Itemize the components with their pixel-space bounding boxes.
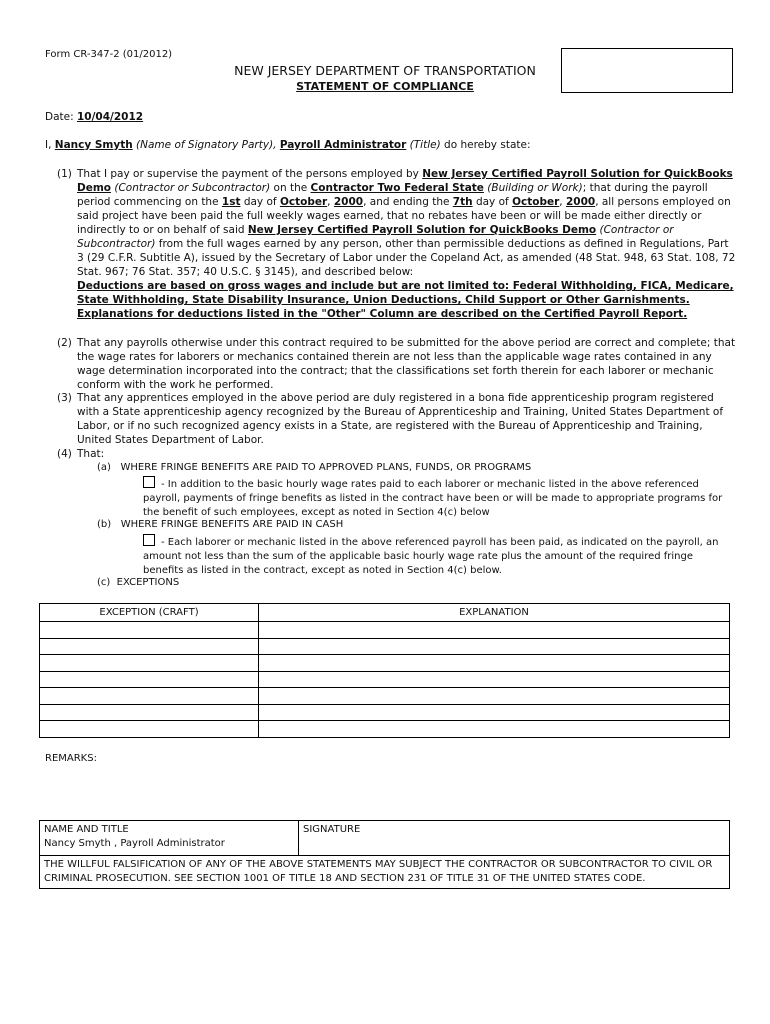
section-4c-label: (c) xyxy=(97,577,111,588)
section-1-part: on the xyxy=(273,182,308,194)
section-1-part: from the full wages earned by any person, other than permissible deductions as defined in Regulations, Part 3 (29 C.F.R. Subtitle A), issued by the Secretary of Labor under the Copeland Act, as amended (48 Stat. 948, 63 Stat. 108, 72 Stat. 967; 76 Stat. 357; 40 U.S.C. § 3145), and described below: xyxy=(77,238,736,278)
warning-row xyxy=(40,856,730,889)
section-1-number: (1) xyxy=(57,168,72,180)
end-day: 7th xyxy=(452,196,473,208)
section-1-part: day of xyxy=(243,196,277,208)
section-4b-label: (b) xyxy=(97,519,112,530)
section-4c-title: EXCEPTIONS xyxy=(116,577,180,588)
section-3-number: (3) xyxy=(57,392,72,404)
section-4a-header xyxy=(97,462,531,473)
explanation-cell[interactable] xyxy=(259,688,730,705)
statement-prefix: I, xyxy=(45,139,52,151)
signature-cell[interactable] xyxy=(299,821,730,856)
name-note: (Name of Signatory Party), xyxy=(136,139,277,151)
start-month: October xyxy=(279,196,328,208)
fringe-plans-checkbox[interactable] xyxy=(143,476,155,488)
exception-cell[interactable] xyxy=(40,655,259,672)
table-row xyxy=(40,704,730,721)
document-title: STATEMENT OF COMPLIANCE xyxy=(296,80,474,93)
start-day: 1st xyxy=(221,196,241,208)
table-row xyxy=(40,671,730,688)
exception-cell[interactable] xyxy=(40,688,259,705)
date-value: 10/04/2012 xyxy=(76,111,144,123)
table-row xyxy=(40,638,730,655)
exception-cell[interactable] xyxy=(40,671,259,688)
contractor-note: (Contractor or Subcontractor) xyxy=(114,182,271,194)
deductions-note: Deductions are based on gross wages and include but are not limited to: Federal Withholding, FICA, Medicare, State Withholding, State Disability Insurance, Union Deductions, Child Support or Other Garnishments. Explanations for deductions listed in the "Other" Column are described on the Certified Payroll Report. xyxy=(77,280,734,320)
section-1 xyxy=(57,167,737,321)
section-4b-body xyxy=(143,534,728,578)
explanation-cell[interactable] xyxy=(259,721,730,738)
section-4b-text: - Each laborer or mechanic listed in the above referenced payroll has been paid, as indicated on the payroll, an amount not less than the sum of the applicable basic hourly wage rate plus the amount of the required fringe benefits as listed in the contract, except as noted in Section 4(c) below. xyxy=(143,537,719,576)
explanation-cell[interactable] xyxy=(259,671,730,688)
end-year: 2000 xyxy=(565,196,596,208)
section-2-text: That any payrolls otherwise under this contract required to be submitted for the above period are correct and complete; that the wage rates for laborers or mechanics contained therein are not less than the applicable wage rates contained in any wage determination incorporated into the contract; that the classifications set forth therein for each laborer or mechanic conform with the work he performed. xyxy=(77,337,736,391)
start-year: 2000 xyxy=(333,196,364,208)
exception-cell[interactable] xyxy=(40,721,259,738)
table-row xyxy=(40,688,730,705)
form-number: Form CR-347-2 (01/2012) xyxy=(45,49,173,60)
date-line xyxy=(45,111,143,123)
signatory-statement xyxy=(45,139,531,151)
signature-block xyxy=(39,820,730,889)
column-header-explanation: EXPLANATION xyxy=(259,604,730,622)
contractor-note-2: (Contractor or Subcontractor) xyxy=(77,224,674,250)
section-2-number: (2) xyxy=(57,337,72,349)
section-4a-title: WHERE FRINGE BENEFITS ARE PAID TO APPROVED PLANS, FUNDS, OR PROGRAMS xyxy=(120,462,532,473)
exception-cell[interactable] xyxy=(40,704,259,721)
contractor-name-2: New Jersey Certified Payroll Solution for QuickBooks Demo xyxy=(247,224,597,236)
explanation-cell[interactable] xyxy=(259,704,730,721)
remarks-label: REMARKS: xyxy=(45,753,97,764)
table-header-row xyxy=(40,604,730,622)
exception-cell[interactable] xyxy=(40,622,259,639)
title-note: (Title) xyxy=(409,139,441,151)
name-title-value: Nancy Smyth , Payroll Administrator xyxy=(44,838,225,849)
column-header-exception: EXCEPTION (CRAFT) xyxy=(40,604,259,622)
exception-cell[interactable] xyxy=(40,638,259,655)
building-note: (Building or Work) xyxy=(487,182,583,194)
explanation-cell[interactable] xyxy=(259,622,730,639)
section-4a-label: (a) xyxy=(97,462,111,473)
signatory-name: Nancy Smyth xyxy=(54,139,133,151)
signatory-title: Payroll Administrator xyxy=(279,139,407,151)
building-name: Contractor Two Federal State xyxy=(310,182,484,194)
table-row xyxy=(40,721,730,738)
section-1-part: ; that during the payroll period commencing on the xyxy=(77,182,708,208)
section-2 xyxy=(57,336,737,392)
section-4-number: (4) xyxy=(57,448,72,460)
date-label: Date: xyxy=(45,111,74,123)
section-4 xyxy=(57,447,737,461)
signature-row xyxy=(40,821,730,856)
section-1-part: , and ending the xyxy=(363,196,450,208)
section-4-text: That: xyxy=(77,448,105,460)
section-4b-title: WHERE FRINGE BENEFITS ARE PAID IN CASH xyxy=(120,519,344,530)
section-4a-text: - In addition to the basic hourly wage rates paid to each laborer or mechanic listed in the above referenced payroll, payments of fringe benefits as listed in the contract have been or will be made to appropriate programs for the benefit of such employees, except as noted in Section 4(c) below xyxy=(143,479,723,518)
fringe-cash-checkbox[interactable] xyxy=(143,534,155,546)
table-row xyxy=(40,655,730,672)
section-3-text: That any apprentices employed in the above period are duly registered in a bona fide apprenticeship program registered with a State apprenticeship agency recognized by the Bureau of Apprenticeship and Training, United States Department of Labor, or if no such recognized agency exists in a State, are registered with the Bureau of Apprenticeship and Training, United States Department of Labor. xyxy=(77,392,724,446)
section-4c-header xyxy=(97,577,179,588)
name-title-cell[interactable] xyxy=(40,821,299,856)
section-1-part: , all persons employed on said project have been paid the full weekly wages earned, that no rebates have been or will be made either directly or indirectly to or on behalf of said xyxy=(77,196,731,236)
explanation-cell[interactable] xyxy=(259,655,730,672)
contractor-name: New Jersey Certified Payroll Solution for QuickBooks Demo xyxy=(77,168,733,194)
name-title-label: NAME AND TITLE xyxy=(44,824,129,835)
section-3 xyxy=(57,391,737,447)
table-row xyxy=(40,622,730,639)
section-4b-header xyxy=(97,519,343,530)
explanation-cell[interactable] xyxy=(259,638,730,655)
section-1-part: day of xyxy=(475,196,509,208)
agency-name: NEW JERSEY DEPARTMENT OF TRANSPORTATION xyxy=(234,63,536,78)
section-1-part: That I pay or supervise the payment of the persons employed by xyxy=(77,168,419,180)
section-1-text: That I pay or supervise the payment of the persons employed by New Jersey Certified Payroll Solution for QuickBooks Demo (Contractor or Subcontractor) on the Contractor Two Federal State (Building or Work); that during the payroll period commencing on the 1st day of October, 2000, and ending the 7th day of October, 2000, all persons employed on said project have been paid the full weekly wages earned, that no rebates have been or will be made either directly or indirectly to or on behalf of said New Jersey Certified Payroll Solution for QuickBooks Demo (Contractor or Subcontractor) from the full wages earned by any person, other than permissible deductions as defined in Regulations, Part 3 (29 C.F.R. Subtitle A), issued by the Secretary of Labor under the Copeland Act, as amended (48 Stat. 948, 63 Stat. 108, 72 Stat. 967; 76 Stat. 357; 40 U.S.C. § 3145), and described below: Deductions are based on gross wages and include but are not limited to: Federal Withholding, FICA, Medicare, State Withholding, State Disability Insurance, Union Deductions, Child Support or Other Garnishments. Explanations for deductions listed in the "Other" Column are described on the Certified Payroll Report. xyxy=(77,168,736,320)
falsification-warning: THE WILLFUL FALSIFICATION OF ANY OF THE ABOVE STATEMENTS MAY SUBJECT THE CONTRACTOR OR SUBCONTRACTOR TO CIVIL OR CRIMINAL PROSECUTION. SEE SECTION 1001 OF TITLE 18 AND SECTION 231 OF TITLE 31 OF THE UNITED STATES CODE. xyxy=(40,856,730,889)
end-month: October xyxy=(512,196,560,208)
statement-suffix: do hereby state: xyxy=(444,139,531,151)
section-4a-body xyxy=(143,476,728,520)
signature-label: SIGNATURE xyxy=(303,824,361,835)
exceptions-table xyxy=(39,603,730,738)
